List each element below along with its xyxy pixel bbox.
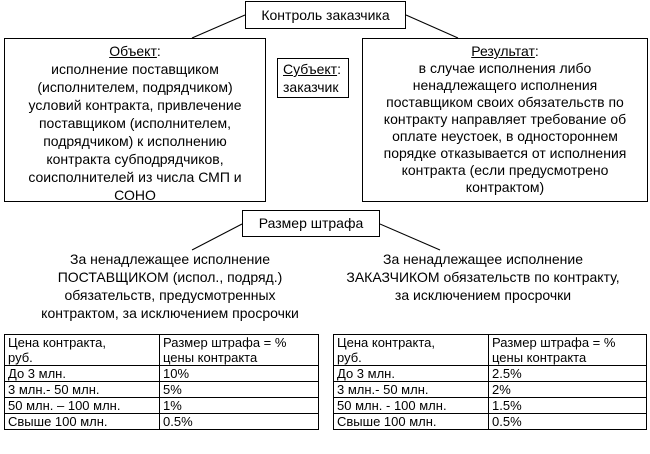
object-label-colon: : [156, 43, 161, 59]
table-row [5, 382, 319, 398]
price-range-cell: 3 млн.- 50 млн. [5, 382, 160, 398]
result-line: контрактом) [465, 179, 545, 195]
table-row [5, 414, 319, 430]
connector-right [406, 15, 458, 38]
price-header-line: руб. [8, 350, 33, 365]
result-line: ненадлежащего исполнения [412, 77, 598, 93]
subject-heading [283, 60, 348, 78]
fine-header-line: цены контракта [492, 350, 587, 365]
table-row [5, 366, 319, 382]
price-header-cell [334, 335, 489, 366]
supplier-note-line: За ненадлежащее исполнение [69, 251, 270, 267]
subject-box [277, 58, 349, 98]
result-label: Результат [471, 43, 535, 59]
object-line: СОНО [114, 187, 156, 203]
price-header-cell [5, 335, 160, 366]
price-header-line: руб. [337, 350, 362, 365]
connector-fine-left [192, 224, 242, 250]
object-line: исполнение поставщиком [51, 61, 219, 77]
customer-fine-table [333, 334, 647, 430]
object-line: подрядчиком) к исполнению [43, 133, 227, 149]
fine-percent-cell: 0.5% [489, 414, 647, 430]
object-line: контракта субподрядчиков, [46, 151, 224, 167]
result-line: в случае исполнения либо [418, 60, 592, 76]
fine-size-title: Размер штрафа [258, 215, 364, 231]
customer-note-line: ЗАКАЗЧИКОМ обязательств по контракту, [346, 269, 620, 285]
customer-fine-note [333, 250, 633, 304]
fine-percent-cell: 1.5% [489, 398, 647, 414]
result-line: оплате неустоек, в одностороннем [392, 128, 618, 144]
fine-header-cell [489, 335, 647, 366]
result-box [362, 38, 648, 202]
fine-header-cell [160, 335, 319, 366]
supplier-note-line: обязательств, предусмотренных [64, 287, 276, 303]
fine-percent-cell: 1% [160, 398, 319, 414]
price-range-cell: Свыше 100 млн. [334, 414, 489, 430]
customer-note-line: За ненадлежащее исполнение [382, 251, 583, 267]
table-header-row [5, 335, 319, 366]
price-header-line: Цена контракта, [8, 335, 107, 350]
connector-left [192, 15, 245, 38]
table-row [334, 398, 647, 414]
fine-header-line: Размер штрафа = % [163, 335, 287, 350]
supplier-note-line: ПОСТАВЩИКОМ (испол., подряд.) [57, 269, 283, 285]
customer-control-title: Контроль заказчика [261, 7, 390, 23]
object-line: (исполнителем, подрядчиком) [37, 79, 233, 95]
fine-header-line: цены контракта [163, 350, 258, 365]
result-heading [363, 42, 647, 60]
price-range-cell: 50 млн. – 100 млн. [5, 398, 160, 414]
object-line: соисполнителей из числа СМП и [28, 169, 242, 185]
result-line: порядке отказывается от исполнения [383, 145, 627, 161]
result-line: контракта (если предусмотрено [401, 162, 609, 178]
price-range-cell: До 3 млн. [5, 366, 160, 382]
customer-control-header [245, 1, 406, 29]
price-range-cell: 50 млн. - 100 млн. [334, 398, 489, 414]
fine-percent-cell: 0.5% [160, 414, 319, 430]
supplier-fine-table [4, 334, 319, 430]
price-header-line: Цена контракта, [337, 335, 436, 350]
object-box [4, 38, 266, 202]
fine-percent-cell: 2% [489, 382, 647, 398]
object-heading [5, 42, 265, 60]
result-line: контракту направляет требование об [383, 111, 627, 127]
supplier-note-line: контрактом, за исключением просрочки [41, 305, 299, 321]
object-label: Объект [109, 43, 157, 59]
table-row [334, 366, 647, 382]
connector-fine-right [380, 224, 440, 250]
subject-label: Субъект [283, 61, 338, 77]
table-row [334, 414, 647, 430]
customer-note-line: за исключением просрочки [394, 287, 572, 303]
supplier-fine-note [20, 250, 320, 322]
result-label-colon: : [534, 43, 539, 59]
object-line: поставщиком (исполнителем, [38, 115, 232, 131]
fine-percent-cell: 5% [160, 382, 319, 398]
fine-size-header [242, 210, 380, 237]
subject-value: заказчик [283, 79, 339, 95]
fine-percent-cell: 2.5% [489, 366, 647, 382]
object-line: условий контракта, привлечение [28, 97, 242, 113]
price-range-cell: До 3 млн. [334, 366, 489, 382]
table-row [334, 382, 647, 398]
fine-percent-cell: 10% [160, 366, 319, 382]
table-header-row [334, 335, 647, 366]
fine-header-line: Размер штрафа = % [492, 335, 616, 350]
price-range-cell: 3 млн.- 50 млн. [334, 382, 489, 398]
price-range-cell: Свыше 100 млн. [5, 414, 160, 430]
subject-label-colon: : [337, 61, 341, 77]
table-row [5, 398, 319, 414]
result-line: поставщиком своих обязательств по [386, 94, 624, 110]
